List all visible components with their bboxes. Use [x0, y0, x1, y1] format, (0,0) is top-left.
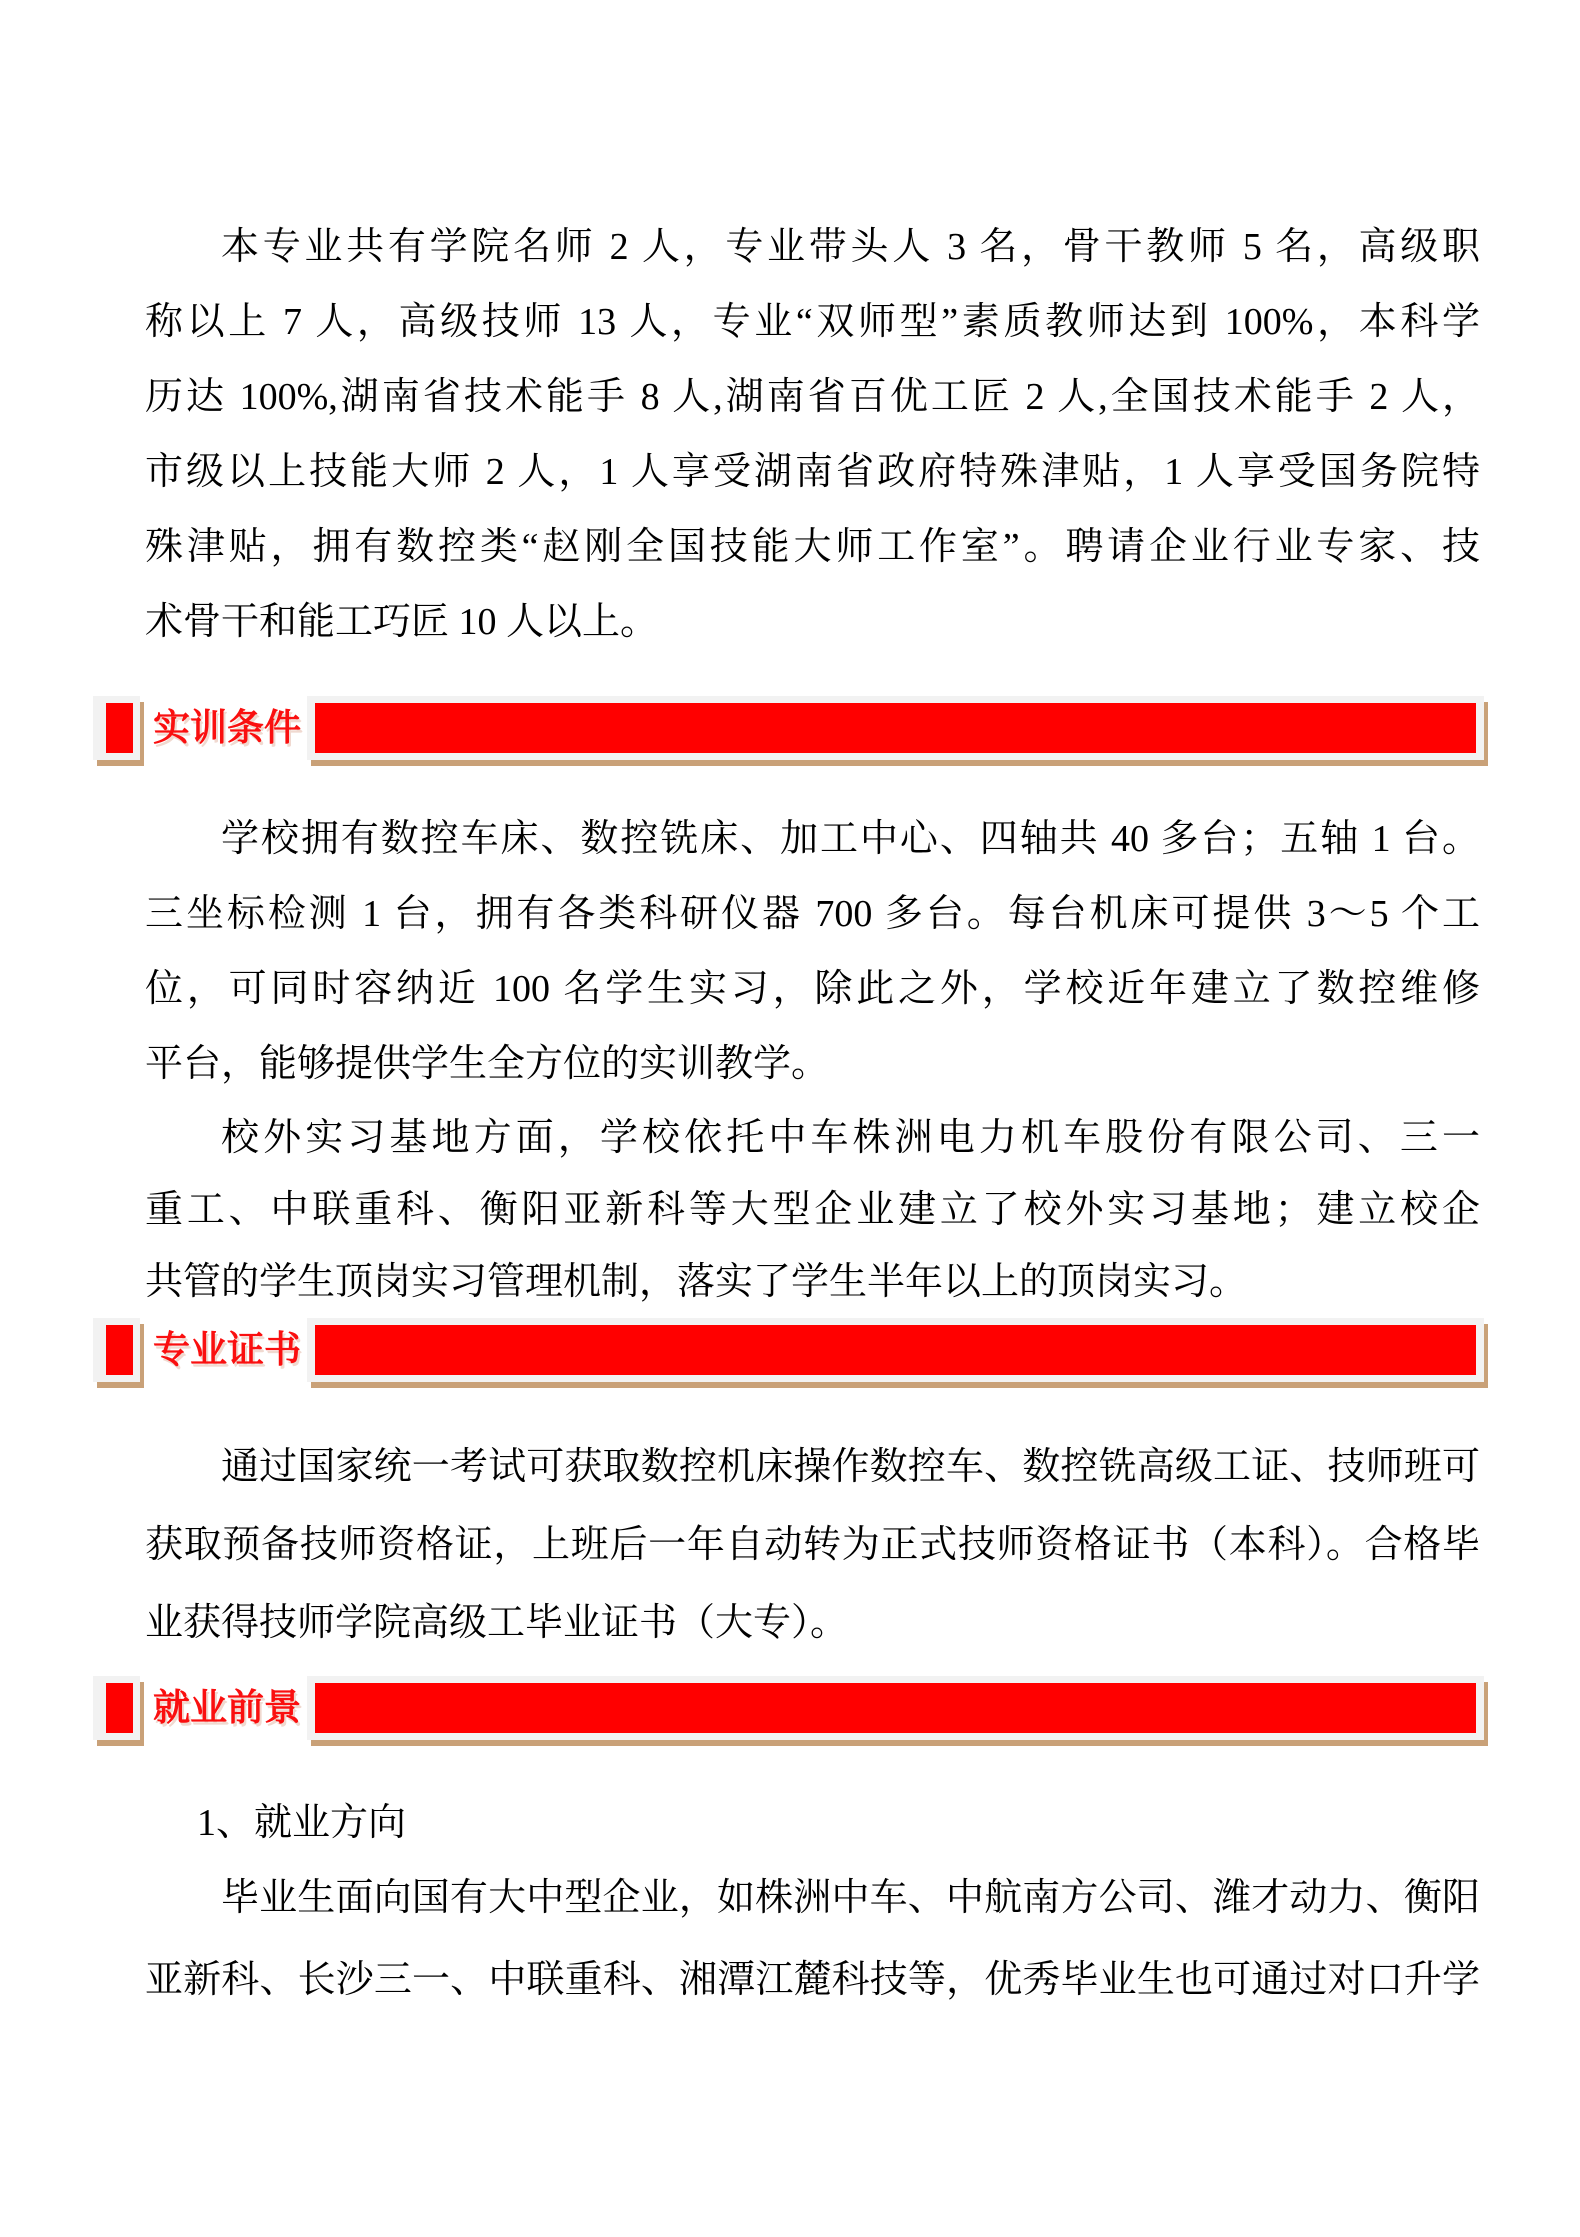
text-line: 共管的学生顶岗实习管理机制，落实了学生半年以上的顶岗实习。 — [145, 1261, 1248, 1303]
text-line: 称以上 7 人，高级技师 13 人，专业“双师型”素质教师达到 100%，本科学 — [145, 301, 1480, 343]
text-line: 通过国家统一考试可获取数控机床操作数控车、数控铣高级工证、技师班可 — [221, 1446, 1480, 1488]
text-line: 业获得技师学院高级工毕业证书（大专）。 — [145, 1602, 849, 1644]
red-bar — [315, 703, 1476, 753]
text-line: 术骨干和能工巧匠 10 人以上。 — [145, 601, 659, 643]
section-title: 就业前景 — [153, 1687, 301, 1728]
text-line: 殊津贴，拥有数控类“赵刚全国技能大师工作室”。聘请企业行业专家、技 — [145, 526, 1480, 568]
section-badge — [93, 1318, 140, 1382]
subsection-heading: 1、就业方向 — [197, 1802, 407, 1844]
text-line: 三坐标检测 1 台，拥有各类科研仪器 700 多台。每台机床可提供 3～5 个工 — [145, 893, 1480, 935]
section-header-training — [145, 696, 1480, 766]
body-paragraph — [145, 1102, 1480, 1318]
text-line: 校外实习基地方面，学校依托中车株洲电力机车股份有限公司、三一 — [221, 1117, 1480, 1159]
intro-paragraph — [145, 210, 1480, 660]
text-line: 学校拥有数控车床、数控铣床、加工中心、四轴共 40 多台；五轴 1 台。 — [221, 818, 1480, 860]
red-square-marker-icon — [106, 1683, 133, 1733]
section-title: 实训条件 — [153, 707, 301, 748]
section-header-certificates — [145, 1318, 1480, 1388]
section-header-bar — [307, 1318, 1484, 1382]
section-header-bar — [307, 696, 1484, 760]
section-badge — [93, 696, 140, 760]
section-header-bar — [307, 1676, 1484, 1740]
body-paragraph — [145, 1428, 1480, 1662]
section-badge — [93, 1676, 140, 1740]
red-square-marker-icon — [106, 703, 133, 753]
text-line: 历达 100%,湖南省技术能手 8 人,湖南省百优工匠 2 人,全国技术能手 2 人， — [145, 376, 1480, 418]
text-line: 毕业生面向国有大中型企业，如株洲中车、中航南方公司、潍才动力、衡阳 — [221, 1877, 1480, 1919]
body-paragraph — [145, 802, 1480, 1102]
text-line: 位，可同时容纳近 100 名学生实习，除此之外，学校近年建立了数控维修 — [145, 968, 1480, 1010]
section-header-employment — [145, 1676, 1480, 1746]
text-line: 市级以上技能大师 2 人，1 人享受湖南省政府特殊津贴，1 人享受国务院特 — [145, 451, 1480, 493]
text-line: 重工、中联重科、衡阳亚新科等大型企业建立了校外实习基地；建立校企 — [145, 1189, 1480, 1231]
red-bar — [315, 1325, 1476, 1375]
section-title: 专业证书 — [153, 1329, 301, 1370]
red-square-marker-icon — [106, 1325, 133, 1375]
body-paragraph — [145, 1857, 1480, 2021]
text-line: 本专业共有学院名师 2 人，专业带头人 3 名，骨干教师 5 名，高级职 — [221, 226, 1480, 268]
text-line: 亚新科、长沙三一、中联重科、湘潭江麓科技等，优秀毕业生也可通过对口升学 — [145, 1959, 1480, 2001]
red-bar — [315, 1683, 1476, 1733]
text-line: 平台，能够提供学生全方位的实训教学。 — [145, 1043, 830, 1085]
text-line: 获取预备技师资格证，上班后一年自动转为正式技师资格证书（本科）。合格毕 — [145, 1524, 1480, 1566]
